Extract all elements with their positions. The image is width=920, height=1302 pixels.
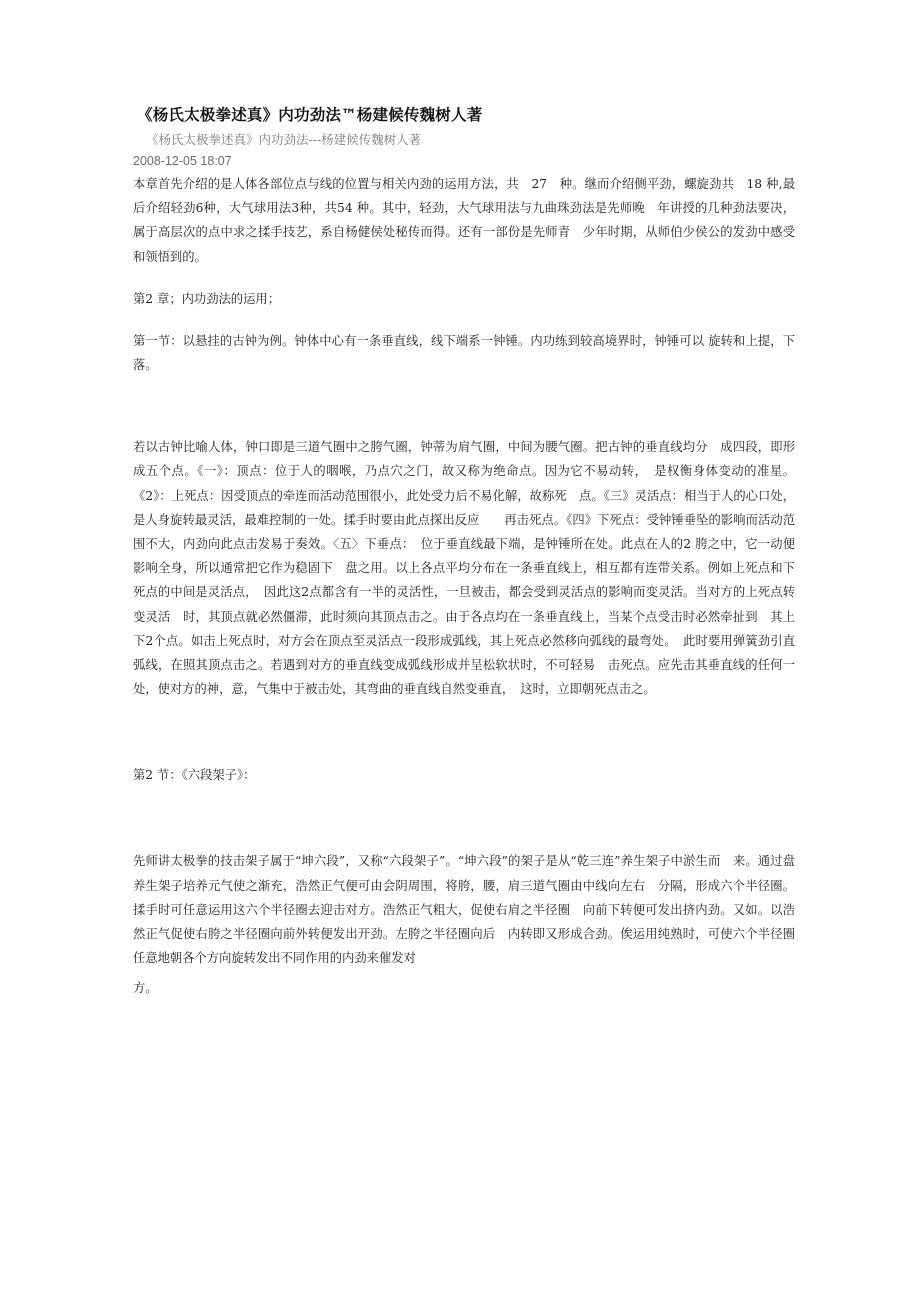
section-one-paragraph: 第一节：以悬挂的古钟为例。钟体中心有一条垂直线，线下端系一钟锤。内功练到较高境界时，钟锤可以 旋转和上提，下落。 xyxy=(133,333,795,373)
chapter-heading: 第2 章；内功劲法的运用； xyxy=(133,291,280,306)
spacer xyxy=(133,311,795,329)
document-title: 《杨氏太极拳述真》内功劲法™杨建候传魏树人著 xyxy=(137,106,483,124)
intro-paragraph: 本章首先介绍的是人体各部位点与线的位置与相关内劲的运用方法，共 27 种。继而介绍侧平劲，螺旋劲共 18 种,最后介绍轻劲6种，大气球用法3种，共54 种。其中，轻劲，大气球用法与九曲珠劲法是先师晚 年讲授的几种劲法要决，属于高层次的点中求之揉手技艺，系自杨健侯处秘传而得。还有一部份是先师青 少年时期，从师伯少侯公的发劲中感受和领悟到的。 xyxy=(133,177,795,264)
publish-date: 2008-12-05 18:07 xyxy=(133,154,232,168)
section-two-body: 先师讲太极拳的技击架子属于“坤六段”，又称“六段架子”。“坤六段”的架子是从“乾三连”养生架子中淤生而 来。通过盘养生架子培养元气使之渐充，浩然正气便可由会阴周围，将胯，腰，肩三道气圈由中线向左右 分隔，形成六个半径圈。揉手时可任意运用这六个半径圈去迎击对方。浩然正气粗大，促使右肩之半径圈 向前下转便可发出挤内劲。又如。以浩然正气促使右胯之半径圈向前外转便发出开劲。左胯之半径圈向后 内转即又形成合劲。俟运用纯熟时，可使六个半径圈任意地朝各个方向旋转发出不同作用的内劲来催发对 xyxy=(133,854,795,966)
section-one-body: 若以古钟比喻人体，钟口即是三道气圈中之胯气圈，钟蒂为肩气圈，中间为腰气圈。把古钟的垂直线均分 成四段，即形成五个点。《一》：顶点：位于人的咽喉，乃点穴之门，故又称为绝命点。因为它不易动转， 是权衡身体变动的准星。《2》：上死点：因受顶点的牵连而活动范围很小，此处受力后不易化解，故称死 点。《三》灵活点：相当于人的心口处，是人身旋转最灵活，最难控制的一处。揉手时要由此点探出反应 再击死点。《四》下死点：受钟锤垂坠的影响而活动范围不大，内劲向此点击发易于奏效。〈五〉下垂点： 位于垂直线最下端，是钟锤所在处。此点在人的2 胯之中，它一动便影响全身，所以通常把它作为稳固下 盘之用。以上各点平均分布在一条垂直线上，相互都有连带关系。例如上死点和下死点的中间是灵活点， 因此这2点都含有一半的灵活性，一旦被击，都会受到灵活点的影响而变灵活。当对方的上死点转变灵活 时，其顶点就必然僵滞，此时须向其顶点击之。由于各点均在一条垂直线上，当某个点受击时必然牵扯到 其上下2个点。如击上死点时，对方会在顶点至灵活点一段形成弧线，其上死点必然移向弧线的最弯处。 此时要用弹簧劲引直弧线，在照其顶点击之。若遇到对方的垂直线变成弧线形成并呈松软状时，不可轻易 击死点。应先击其垂直线的任何一处，使对方的神，意，气集中于被击处，其弯曲的垂直线自然变垂直， 这时，立即朝死点击之。 xyxy=(133,440,795,697)
document-subtitle: 《杨氏太极拳述真》内功劲法---杨建候传魏树人著 xyxy=(146,132,422,147)
spacer xyxy=(133,269,795,287)
spacer xyxy=(133,377,795,435)
spacer xyxy=(133,787,795,849)
section-two-tail: 方。 xyxy=(133,981,158,996)
section-two-heading: 第2 节：《六段架子》： xyxy=(133,768,256,783)
spacer xyxy=(133,701,795,763)
document-page xyxy=(133,100,795,1000)
